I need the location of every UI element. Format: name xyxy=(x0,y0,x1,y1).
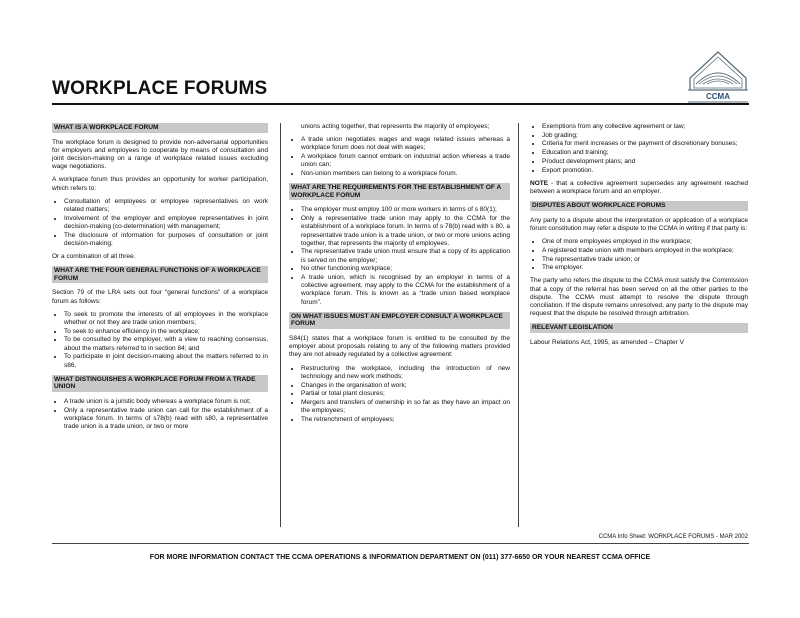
ccma-logo xyxy=(682,48,752,104)
column-3 xyxy=(530,123,748,352)
bullet-list xyxy=(289,365,510,424)
title-rule xyxy=(52,103,749,105)
list-item: • Exemptions from any collective agreement or law; xyxy=(542,123,748,131)
bullet-list xyxy=(530,123,748,175)
list-item: • Restructuring the workplace, including the introduction of new technology and new work methods; xyxy=(301,365,510,381)
section-heading: WHAT ARE THE FOUR GENERAL FUNCTIONS OF A WORKPLACE FORUM xyxy=(52,266,268,283)
list-item: • The retrenchment of employees; xyxy=(301,416,510,424)
list-item: • Only a representative trade union can call for the establishment of a workplace forum. In terms of s78(b) read with s80, a representative trade union is a trade union, or two or more xyxy=(64,407,268,432)
section-heading: WHAT IS A WORKPLACE FORUM xyxy=(52,123,268,133)
list-item: • The representative trade union must ensure that a copy of its application is served on the employer; xyxy=(301,248,510,264)
section-heading: WHAT ARE THE REQUIREMENTS FOR THE ESTABLISHMENT OF A WORKPLACE FORUM xyxy=(289,183,510,200)
list-item: • A trade union is a juristic body whereas a workplace forum is not; xyxy=(64,398,268,406)
list-item: • The representative trade union; or xyxy=(542,256,748,264)
list-item: • To participate in joint decision-making about the matters referred to in s86. xyxy=(64,353,268,369)
bullet-list xyxy=(289,136,510,178)
list-item: • Partial or total plant closures; xyxy=(301,390,510,398)
logo-text: CCMA xyxy=(706,92,730,101)
bullet-list xyxy=(52,311,268,370)
paragraph: Section 79 of the LRA sets out four “general functions” of a workplace forum as follows: xyxy=(52,289,268,305)
bullet-list xyxy=(530,238,748,272)
section-heading: DISPUTES ABOUT WORKPLACE FORUMS xyxy=(530,201,748,211)
list-item: • Non-union members can belong to a workplace forum. xyxy=(301,170,510,178)
list-item: • A workplace forum cannot embark on industrial action whereas a trade union can; xyxy=(301,153,510,169)
bullet-list xyxy=(52,198,268,248)
list-item: • Mergers and transfers of ownership in so far as they have an impact on the employees; xyxy=(301,399,510,415)
list-item: • To seek to enhance efficiency in the workplace; xyxy=(64,328,268,336)
list-item: • Changes in the organisation of work; xyxy=(301,382,510,390)
paragraph: Labour Relations Act, 1995, as amended – Chapter V xyxy=(530,339,684,347)
paragraph: The workplace forum is designed to provide non-adversarial opportunities for employers and employees to cooperate by means of consultation and joint decision-making on a range of workplace related issues excluding wage negotiations. xyxy=(52,138,268,171)
bullet-list xyxy=(289,206,510,306)
list-item: • Consultation of employees or employee representatives on work related matters; xyxy=(64,198,268,214)
list-item: • Education and training; xyxy=(542,149,748,157)
paragraph: Or a combination of all three. xyxy=(52,253,136,261)
list-item: • To be consulted by the employer, with a view to reaching consensus, about the matters referred to in section 84; and xyxy=(64,336,268,352)
section-heading: ON WHAT ISSUES MUST AN EMPLOYER CONSULT A WORKPLACE FORUM xyxy=(289,312,510,329)
paragraph: The party who refers the dispute to the CCMA must satisfy the Commission that a copy of the referral has been served on all the other parties to the dispute. The CCMA must attempt to resolve the dispute through conciliation. If the dispute remains unresolved, any party to the dispute may request that the dispute be resolved through arbitration. xyxy=(530,277,748,318)
list-item: • One of more employees employed in the workplace; xyxy=(542,238,748,246)
paragraph: S84(1) states that a workplace forum is entitled to be consulted by the employer about proposals relating to any of the following matters provided they are not already regulated by a collective agreement: xyxy=(289,335,510,359)
list-item: • Job grading; xyxy=(542,132,748,140)
page-title: WORKPLACE FORUMS xyxy=(52,78,268,99)
note-text: - that a collective agreement supersedes any agreement reached between a workplace forum and an employer. xyxy=(530,179,748,195)
list-item: • Criteria for merit increases or the payment of discretionary bonuses; xyxy=(542,140,748,148)
bullet-list xyxy=(52,398,268,431)
list-item: • A registered trade union with members employed in the workplace; xyxy=(542,247,748,255)
section-heading: WHAT DISTINGUISHES A WORKPLACE FORUM FROM A TRADE UNION xyxy=(52,375,268,392)
list-item: • A trade union negotiates wages and wage related issues whereas a workplace forum does not deal with wages; xyxy=(301,136,510,152)
column-1 xyxy=(52,123,268,436)
paragraph: A workplace forum thus provides an opportunity for worker participation, which refers to: xyxy=(52,176,268,192)
list-item: • Only a representative trade union may apply to the CCMA for the establishment of a workplace forum. In terms of s 78(b) read with s 80, a representative trade union is a trade union, or two or more unions acting together, that represents the majority of employees. xyxy=(301,215,510,248)
list-item: • No other functioning workplace; xyxy=(301,265,510,273)
list-item: • Involvement of the employer and employee representatives in joint decision-making (co-determination) with management; xyxy=(64,215,268,231)
list-item: • The employer must employ 100 or more workers in terms of s 80(1); xyxy=(301,206,510,214)
note-paragraph xyxy=(530,180,748,196)
list-item: • A trade union, which is recognised by an employer in terms of a collective agreement, may apply to the CCMA for the establishment of a workplace forum. This is known as a “trade union based workplace forum”. xyxy=(301,274,510,307)
list-item: • Export promotion. xyxy=(542,167,748,175)
note-label: NOTE xyxy=(530,179,549,187)
section-heading: RELEVANT LEGISLATION xyxy=(530,323,748,333)
footer-rule xyxy=(52,543,749,544)
list-item: • Product development plans; and xyxy=(542,158,748,166)
info-sheet-reference: CCMA Info Sheet: WORKPLACE FORUMS - MAR 2002 xyxy=(598,534,748,540)
contact-info: FOR MORE INFORMATION CONTACT THE CCMA OPERATIONS & INFORMATION DEPARTMENT ON (011) 377-6650 OR YOUR NEAREST CCMA OFFICE xyxy=(149,554,651,561)
list-item: • The disclosure of information for purposes of consultation or joint decision-making; xyxy=(64,232,268,248)
column-2 xyxy=(289,123,510,429)
list-item: • The employer. xyxy=(542,264,748,272)
paragraph: Any party to a dispute about the interpretation or application of a workplace forum constitution may refer a dispute to the CCMA in writing if that party is: xyxy=(530,216,748,232)
column-divider xyxy=(280,123,281,527)
list-item: • To seek to promote the interests of all employees in the workplace whether or not they are trade union members; xyxy=(64,311,268,327)
column-divider xyxy=(518,123,519,527)
paragraph-continued: unions acting together, that represents the majority of employees; xyxy=(301,123,490,130)
